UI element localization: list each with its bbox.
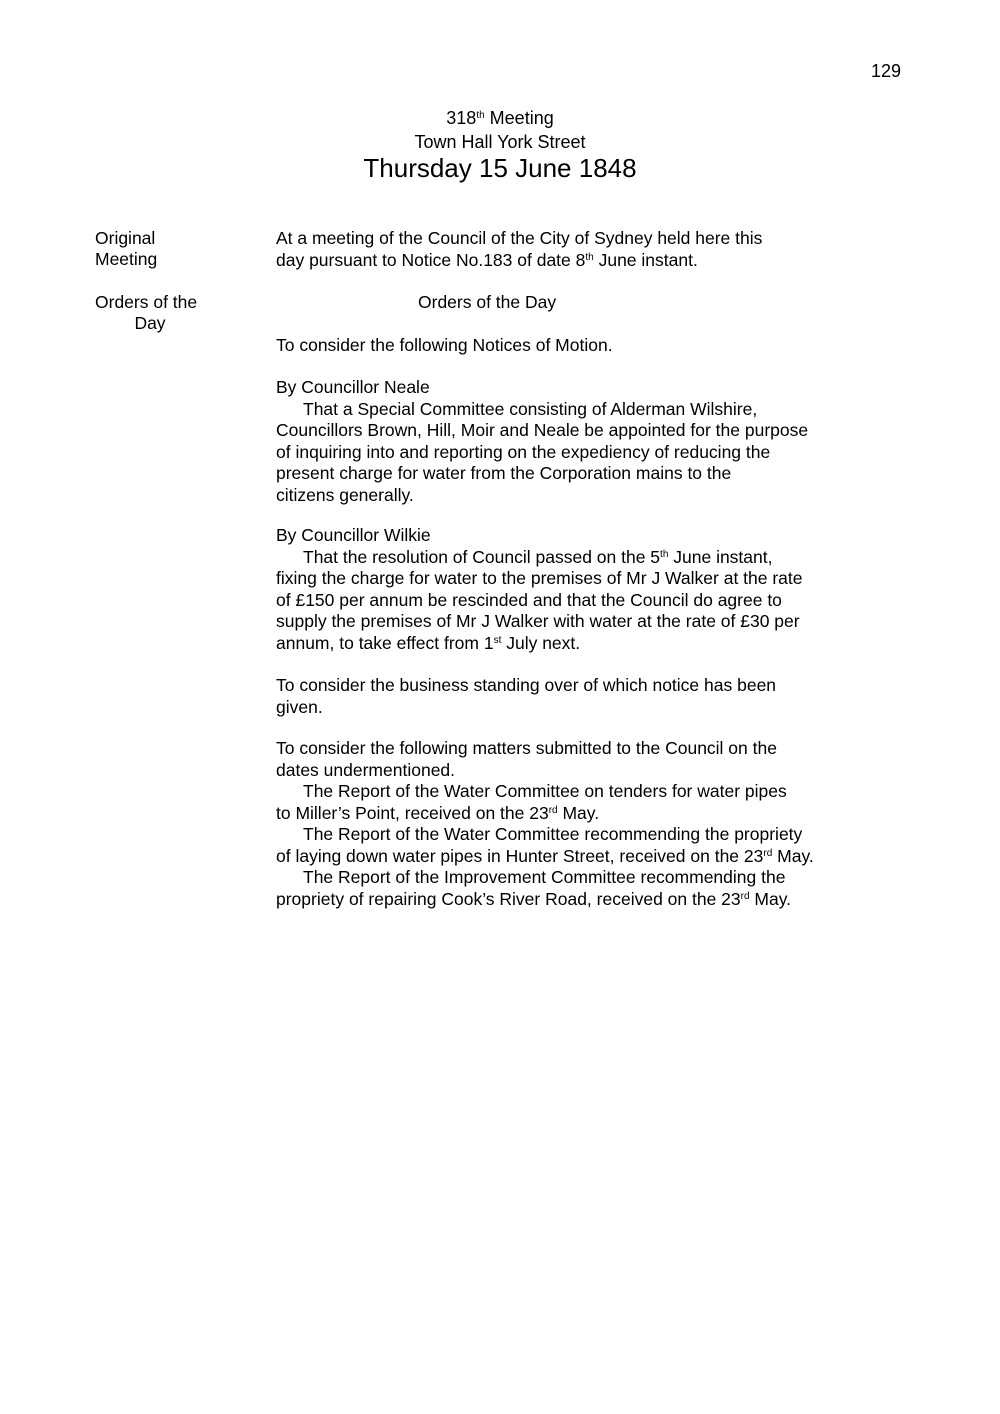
text-line: To consider the business standing over of which notice has been — [276, 675, 777, 695]
text-line: At a meeting of the Council of the City of Sydney held here this — [276, 228, 763, 248]
margin-note-original-meeting — [95, 228, 157, 270]
margin-note-line: Day — [134, 313, 166, 333]
meeting-ordinal: th — [476, 110, 485, 121]
text-line: present charge for water from the Corporation mains to the — [276, 463, 732, 483]
margin-note-line: Meeting — [95, 249, 158, 269]
text-line: supply the premises of Mr J Walker with water at the rate of £30 per — [276, 611, 800, 631]
text-line: propriety of repairing Cook’s River Road, received on the 23rd May. — [276, 888, 792, 909]
text-line: to Miller’s Point, received on the 23rd May. — [276, 802, 600, 823]
meeting-word: Meeting — [484, 108, 554, 128]
text-line: citizens generally. — [276, 484, 414, 505]
text-line: That a Special Committee consisting of Alderman Wilshire, — [303, 398, 758, 419]
meeting-place: Town Hall York Street — [414, 132, 586, 152]
motion-neale — [276, 377, 808, 506]
ordinal: rd — [548, 804, 558, 816]
motion-mover: By Councillor Wilkie — [276, 525, 431, 545]
orders-of-the-day-title: Orders of the Day — [418, 292, 557, 312]
text-line: of £150 per annum be rescinded and that the Council do agree to — [276, 589, 782, 610]
text-line: The Report of the Water Committee on tenders for water pipes — [303, 781, 787, 801]
text-line: of inquiring into and reporting on the expediency of reducing the — [276, 441, 771, 462]
opening-paragraph — [276, 228, 762, 271]
text-line: fixing the charge for water to the premises of Mr J Walker at the rate — [276, 568, 803, 588]
business-standing-over — [276, 675, 776, 718]
matters-submitted — [276, 738, 814, 910]
text-line: The Report of the Water Committee recommending the propriety — [303, 824, 803, 844]
motion-mover: By Councillor Neale — [276, 377, 430, 397]
meeting-number: 318 — [446, 108, 477, 128]
text-line: The Report of the Improvement Committee recommending the — [303, 867, 786, 887]
margin-note-line: Original — [95, 228, 156, 248]
text-line: To consider the following matters submitted to the Council on the — [276, 738, 777, 758]
text-line: dates undermentioned. — [276, 759, 456, 780]
meeting-number-heading — [0, 108, 1000, 129]
ordinal: rd — [763, 847, 773, 859]
ordinal: th — [660, 548, 669, 560]
ordinal: th — [585, 251, 594, 263]
ordinal: st — [493, 634, 502, 646]
page-number: 129 — [871, 61, 902, 81]
text-line: day pursuant to Notice No.183 of date 8th June instant. — [276, 249, 698, 270]
motion-wilkie — [276, 525, 803, 654]
meeting-date-title: Thursday 15 June 1848 — [363, 153, 637, 183]
text-line: of laying down water pipes in Hunter Street, received on the 23rd May. — [276, 845, 814, 866]
text-line: Councillors Brown, Hill, Moir and Neale be appointed for the purpose — [276, 420, 809, 440]
text-line: That the resolution of Council passed on the 5th June instant, — [303, 546, 773, 567]
ordinal: rd — [740, 890, 750, 902]
notices-intro: To consider the following Notices of Motion. — [276, 335, 613, 355]
text-line: annum, to take effect from 1st July next. — [276, 632, 581, 653]
text-line: given. — [276, 696, 323, 717]
margin-note-orders — [95, 292, 205, 334]
margin-note-line: Orders of the — [95, 292, 198, 312]
